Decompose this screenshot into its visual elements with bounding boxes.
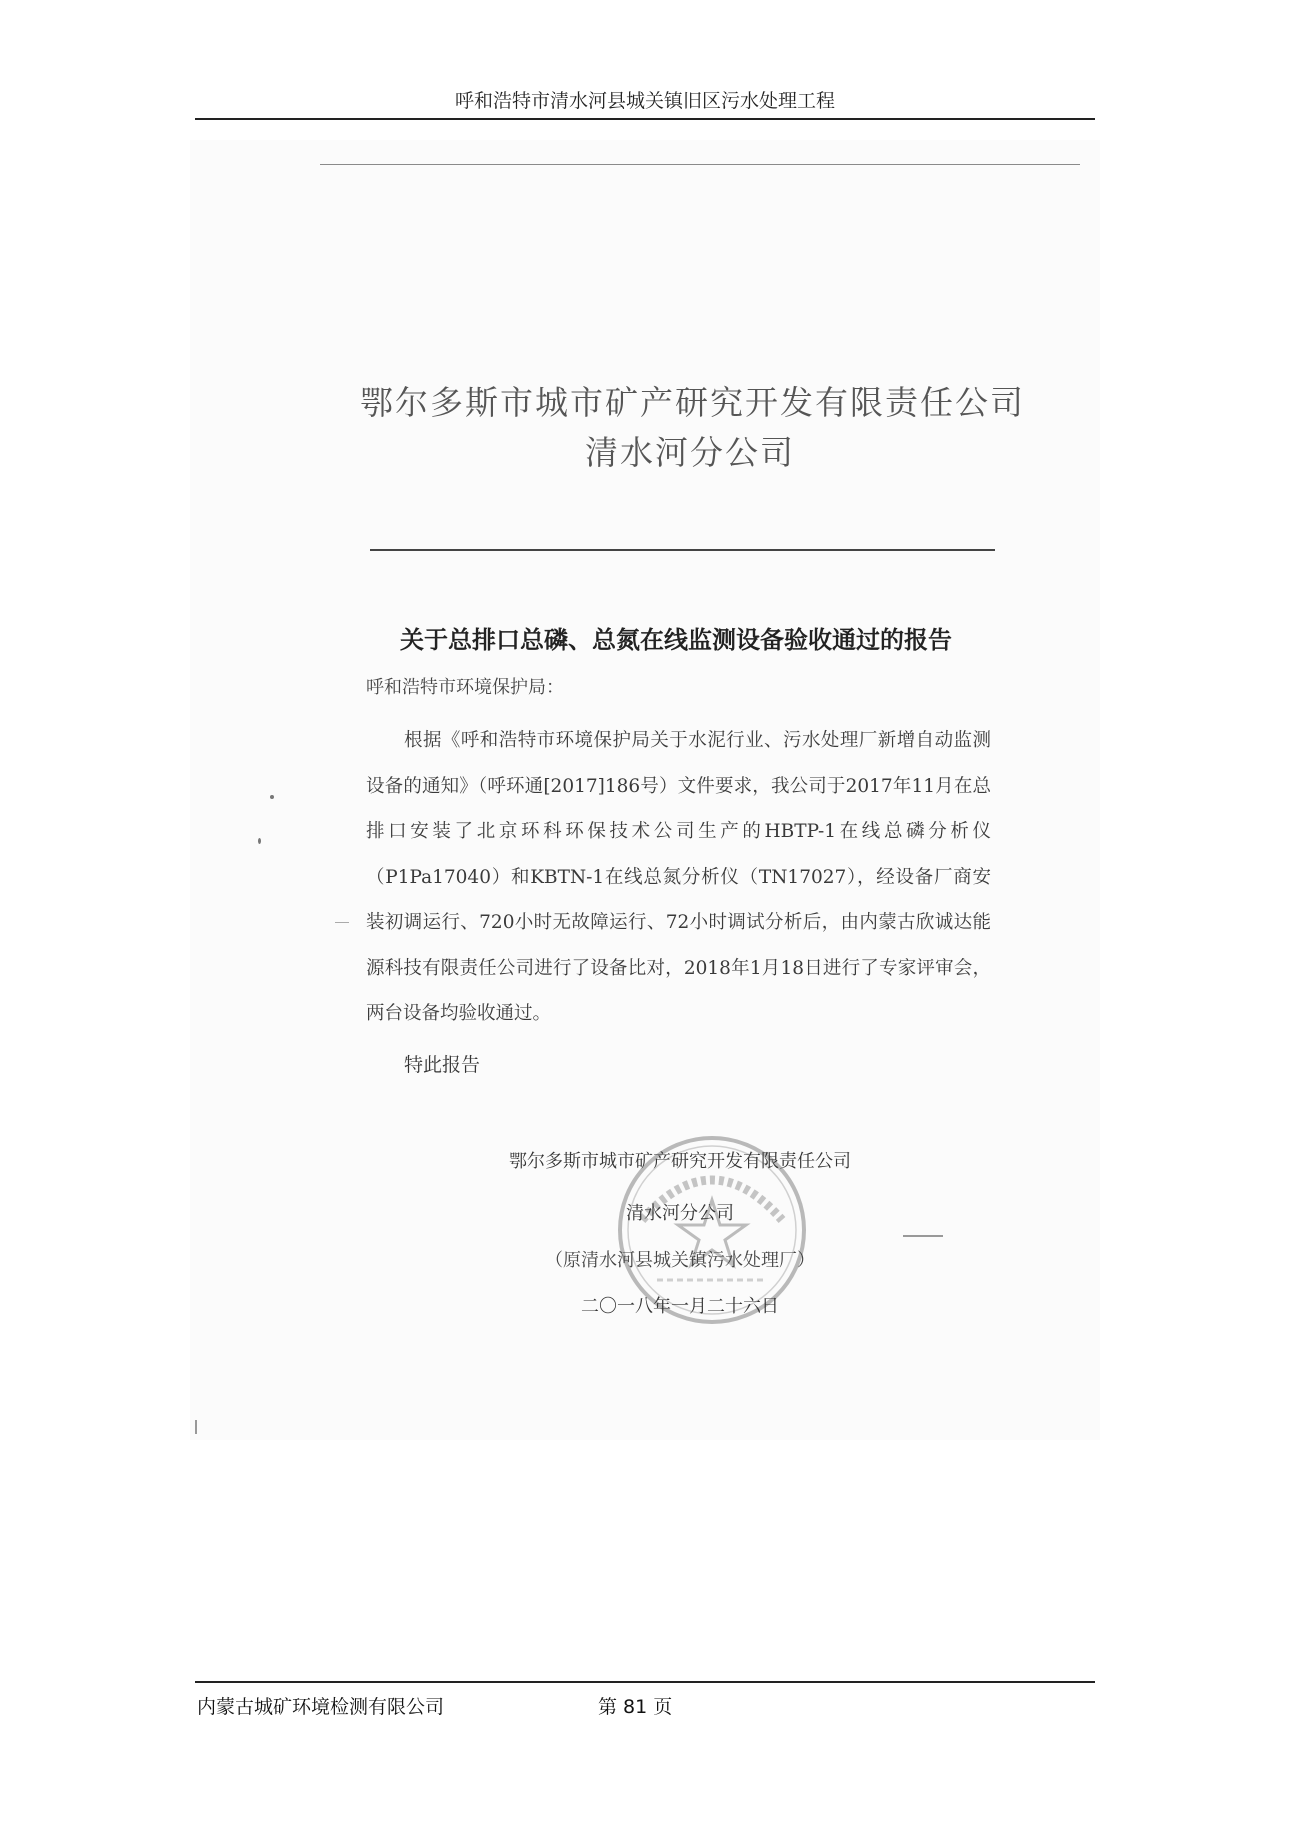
signature-company: 鄂尔多斯市城市矿产研究开发有限责任公司	[509, 1151, 851, 1172]
signature-branch: 清水河分公司	[626, 1203, 734, 1224]
scan-speck	[335, 922, 349, 923]
letterhead-company: 鄂尔多斯市城市矿产研究开发有限责任公司	[360, 383, 1025, 422]
page-header-title: 呼和浩特市清水河县城关镇旧区污水处理工程	[454, 90, 835, 112]
letterhead-branch: 清水河分公司	[585, 433, 795, 472]
footer-divider	[195, 1681, 1095, 1683]
report-closing: 特此报告	[404, 1054, 481, 1076]
scan-top-line	[320, 164, 1080, 165]
scan-speck	[258, 838, 261, 844]
signature-former-name: （原清水河县城关镇污水处理厂）	[545, 1250, 815, 1271]
report-recipient: 呼和浩特市环境保护局：	[366, 677, 564, 698]
scan-speck	[270, 795, 274, 799]
footer-page-number: 第 81 页	[598, 1696, 673, 1718]
report-body: 根据《呼和浩特市环境保护局关于水泥行业、污水处理厂新增自动监测设备的通知》（呼环通[2017]186号）文件要求，我公司于2017年11月在总排口安装了北京环科环保技术公司生产的HBTP-1在线总磷分析仪（P1Pa17040）和KBTN-1在线总氮分析仪（TN17027），经设备厂商安装初调运行、720小时无故障运行、72小时调试分析后，由内蒙古欣诚达能源科技有限责任公司进行了设备比对，2018年1月18日进行了专家评审会，两台设备均验收通过。	[366, 730, 991, 1024]
header-divider	[195, 118, 1095, 120]
signature-date: 二〇一八年一月二十六日	[581, 1296, 779, 1317]
scan-speck	[903, 1235, 943, 1237]
footer-company: 内蒙古城矿环境检测有限公司	[197, 1696, 445, 1718]
report-title: 关于总排口总磷、总氮在线监测设备验收通过的报告	[400, 626, 952, 654]
letterhead-divider	[370, 549, 995, 551]
scan-speck	[195, 1420, 197, 1434]
